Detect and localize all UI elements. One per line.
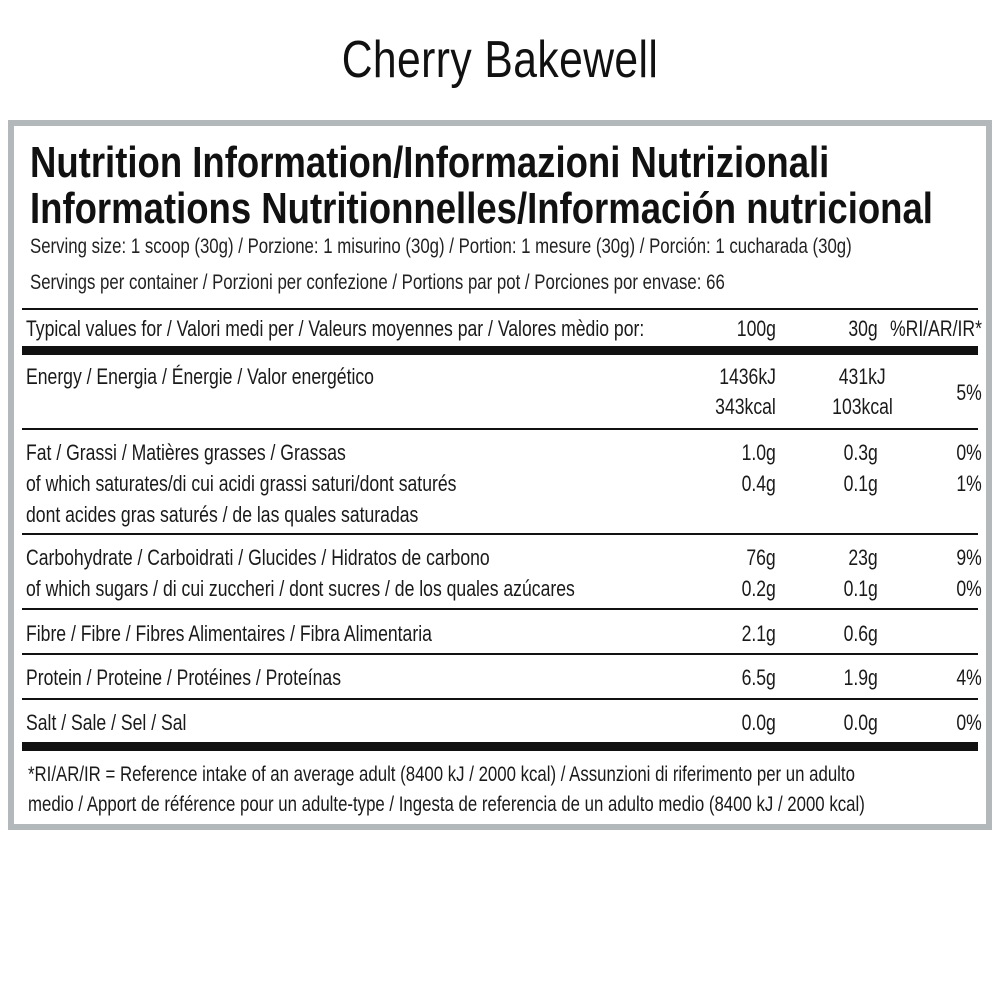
energy-ri: 5% (956, 380, 982, 405)
salt-ri: 0% (956, 710, 982, 735)
salt-label: Salt / Sale / Sel / Sal (26, 710, 187, 735)
sugars-30g: 0.1g (843, 576, 878, 601)
divider (22, 608, 978, 610)
fat-label: Fat / Grassi / Matières grasses / Grassas (26, 440, 346, 465)
saturates-100g: 0.4g (741, 471, 776, 496)
sugars-label: of which sugars / di cui zuccheri / dont sucres / de los quales azúcares (26, 576, 575, 601)
fat-ri: 0% (956, 440, 982, 465)
table-header-label: Typical values for / Valori medi per / Valeurs moyennes par / Valores mèdio por: (26, 316, 645, 341)
fat-100g: 1.0g (741, 440, 776, 465)
divider-thick (22, 346, 978, 355)
energy-label: Energy / Energia / Énergie / Valor energético (26, 364, 374, 389)
energy-kcal-30g: 103kcal (832, 394, 893, 419)
divider (22, 308, 978, 310)
protein-label: Protein / Proteine / Protéines / Proteínas (26, 665, 342, 690)
salt-100g: 0.0g (741, 710, 776, 735)
heading-line-2: Informations Nutritionnelles/Información nutricional (30, 184, 933, 233)
energy-kj-30g: 431kJ (839, 364, 886, 389)
heading-line-1: Nutrition Information/Informazioni Nutrizionali (30, 138, 830, 187)
table-header-ri: %RI/AR/IR* (890, 316, 982, 341)
carbohydrate-label: Carbohydrate / Carboidrati / Glucides / Hidratos de carbono (26, 545, 490, 570)
fibre-label: Fibre / Fibre / Fibres Alimentaires / Fibra Alimentaria (26, 621, 432, 646)
saturates-label-2: dont acides gras saturés / de las quales saturadas (26, 502, 419, 527)
salt-30g: 0.0g (843, 710, 878, 735)
divider (22, 533, 978, 535)
table-header-100g: 100g (736, 316, 776, 341)
divider (22, 653, 978, 655)
protein-30g: 1.9g (843, 665, 878, 690)
nutrition-panel (8, 120, 992, 830)
saturates-label: of which saturates/di cui acidi grassi saturi/dont saturés (26, 471, 457, 496)
serving-size: Serving size: 1 scoop (30g) / Porzione: 1 misurino (30g) / Portion: 1 mesure (30g) / Porción: 1 cucharada (30g) (30, 235, 852, 258)
saturates-30g: 0.1g (843, 471, 878, 496)
energy-kj-100g: 1436kJ (719, 364, 776, 389)
divider (22, 698, 978, 700)
divider (22, 428, 978, 430)
protein-ri: 4% (956, 665, 982, 690)
footnote-line-2: medio / Apport de référence pour un adulte-type / Ingesta de referencia de un adulto medio (8400 kJ / 2000 kcal) (28, 793, 865, 816)
footnote-line-1: *RI/AR/IR = Reference intake of an average adult (8400 kJ / 2000 kcal) / Assunzioni di riferimento per un adulto (28, 763, 855, 786)
sugars-ri: 0% (956, 576, 982, 601)
carbohydrate-30g: 23g (848, 545, 878, 570)
fibre-100g: 2.1g (741, 621, 776, 646)
table-header-30g: 30g (848, 316, 878, 341)
fat-30g: 0.3g (843, 440, 878, 465)
sugars-100g: 0.2g (741, 576, 776, 601)
carbohydrate-ri: 9% (956, 545, 982, 570)
carbohydrate-100g: 76g (746, 545, 776, 570)
fibre-30g: 0.6g (843, 621, 878, 646)
servings-per-container: Servings per container / Porzioni per confezione / Portions par pot / Porciones por envase: 66 (30, 271, 725, 294)
energy-kcal-100g: 343kcal (715, 394, 776, 419)
flavor-title: Cherry Bakewell (341, 31, 659, 89)
protein-100g: 6.5g (741, 665, 776, 690)
divider-thick (22, 742, 978, 751)
saturates-ri: 1% (956, 471, 982, 496)
